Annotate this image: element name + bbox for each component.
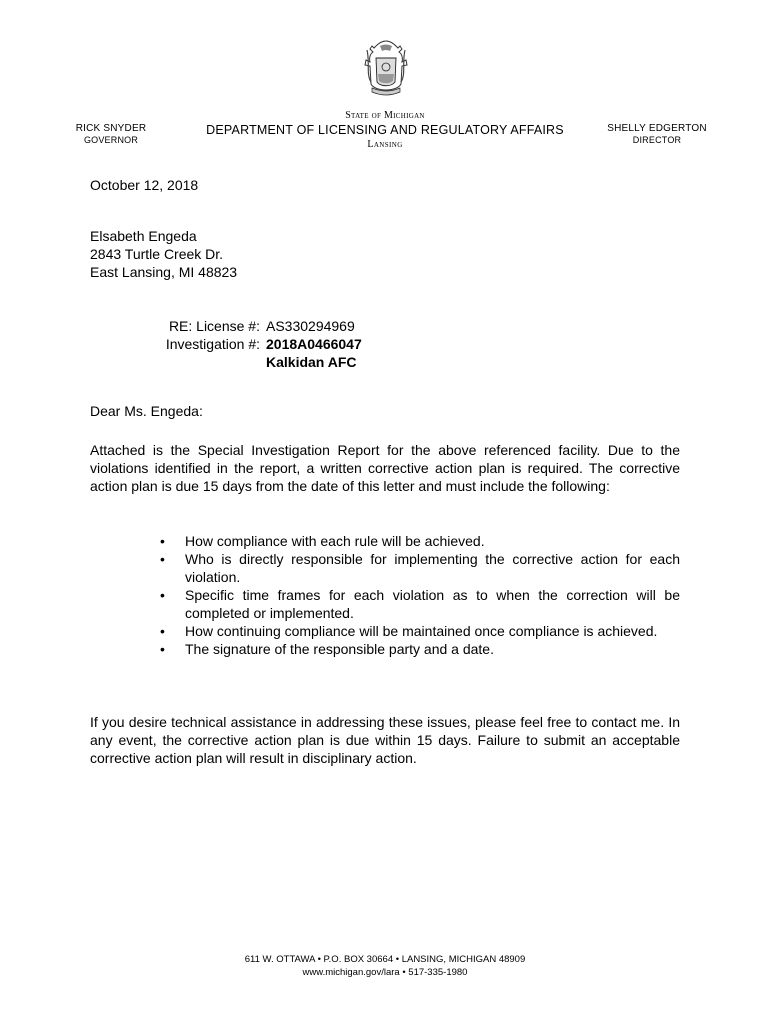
bullet-icon: • bbox=[160, 641, 165, 657]
letter-date: October 12, 2018 bbox=[90, 177, 199, 193]
bullet-icon: • bbox=[160, 551, 165, 567]
list-item: • How compliance with each rule will be achieved. bbox=[160, 533, 485, 549]
license-number: AS330294969 bbox=[266, 318, 355, 334]
license-label: RE: License #: bbox=[168, 318, 260, 334]
michigan-state-seal-icon bbox=[360, 38, 412, 98]
recipient-address bbox=[90, 227, 237, 281]
recipient-city: East Lansing, MI 48823 bbox=[90, 264, 238, 280]
investigation-label: Investigation #: bbox=[165, 336, 260, 352]
state-name: State of Michigan bbox=[345, 110, 425, 121]
footer-contact: www.michigan.gov/lara • 517-335-1980 bbox=[302, 967, 468, 978]
department-name: DEPARTMENT OF LICENSING AND REGULATORY AFFAIRS bbox=[206, 123, 564, 137]
requirements-list bbox=[160, 532, 680, 658]
list-item: • Who is directly responsible for implementing the corrective action for each violation. bbox=[160, 551, 680, 585]
city-name: Lansing bbox=[367, 139, 403, 150]
salutation: Dear Ms. Engeda: bbox=[90, 403, 203, 419]
investigation-number: 2018A0466047 bbox=[266, 336, 362, 352]
body-paragraph-2: If you desire technical assistance in addressing these issues, please feel free to contact me. In any event, the corrective action plan is due within 15 days. Failure to submit an acceptable corrective action plan will result in disciplinary action. bbox=[90, 714, 680, 766]
footer-address: 611 W. OTTAWA • P.O. BOX 30664 • LANSING, MICHIGAN 48909 bbox=[244, 954, 526, 965]
list-item: • The signature of the responsible party and a date. bbox=[160, 641, 494, 657]
reference-block bbox=[120, 317, 362, 371]
bullet-icon: • bbox=[160, 533, 165, 549]
director-title: DIRECTOR bbox=[632, 135, 682, 145]
bullet-icon: • bbox=[160, 587, 165, 603]
facility-name: Kalkidan AFC bbox=[266, 354, 357, 370]
recipient-street: 2843 Turtle Creek Dr. bbox=[90, 246, 224, 262]
list-item: • Specific time frames for each violation as to when the correction will be completed or implemented. bbox=[160, 587, 680, 621]
governor-name: RICK SNYDER bbox=[75, 123, 147, 134]
list-item: • How continuing compliance will be maintained once compliance is achieved. bbox=[160, 623, 658, 639]
bullet-icon: • bbox=[160, 623, 165, 639]
body-paragraph-1: Attached is the Special Investigation Report for the above referenced facility. Due to the violations identified in the report, a written corrective action plan is required. The corrective action plan is due 15 days from the date of this letter and must include the following: bbox=[90, 442, 680, 494]
governor-title: GOVERNOR bbox=[83, 135, 139, 145]
director-name: SHELLY EDGERTON bbox=[607, 123, 707, 134]
recipient-name: Elsabeth Engeda bbox=[90, 228, 197, 244]
